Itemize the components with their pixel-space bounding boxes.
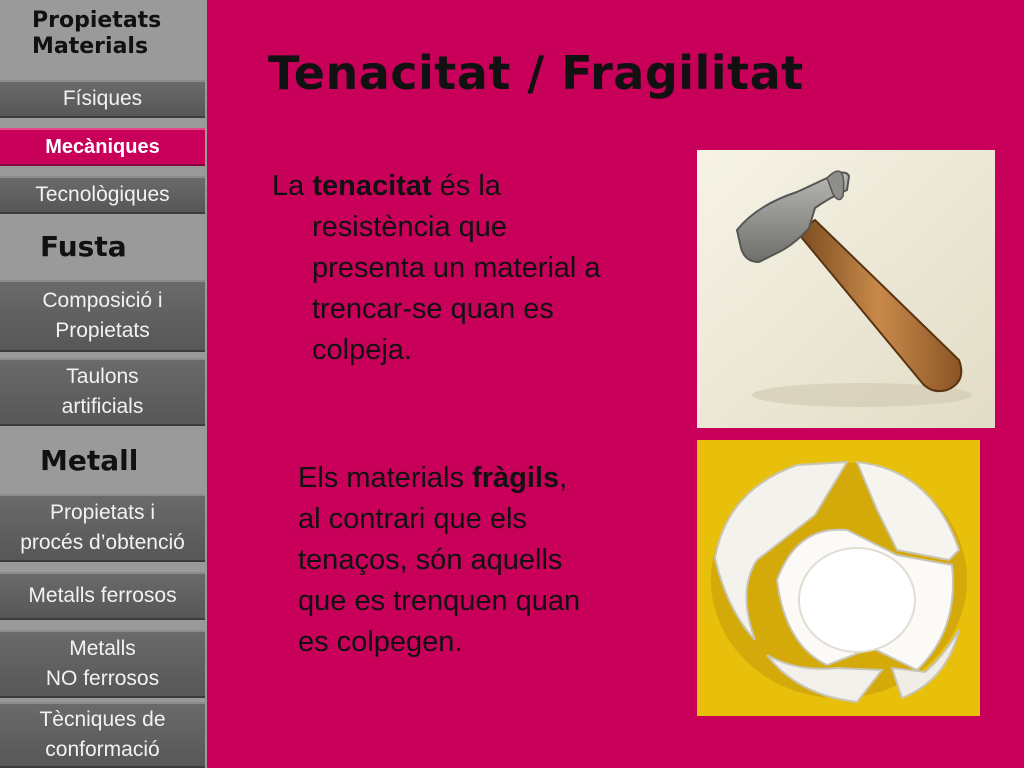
hammer-icon: [697, 150, 995, 428]
nav-taulons-label: Taulons artificials: [61, 365, 144, 418]
tenacitat-paragraph: [272, 166, 672, 371]
nav-metalls-ferrosos-label: Metalls ferrosos: [28, 584, 177, 607]
para1-after: és la: [431, 170, 501, 202]
broken-plate-icon: [697, 440, 980, 716]
nav-tecniques-conformacio[interactable]: [0, 702, 205, 768]
heading-metall: Metall: [40, 444, 139, 477]
nav-propietats-proces-label: Propietats i procés d’obtenció: [20, 501, 185, 554]
nav-mecaniques[interactable]: [0, 128, 205, 166]
page-title: Tenacitat / Fragilitat: [268, 46, 804, 100]
nav-tecnologiques-label: Tecnològiques: [35, 183, 170, 206]
broken-plate-image: [697, 440, 980, 716]
fragils-term: fràgils: [472, 462, 560, 494]
para2-prefix: Els materials: [298, 462, 473, 494]
nav-fisiques-label: Físiques: [62, 87, 143, 110]
nav-propietats-proces[interactable]: [0, 494, 205, 562]
hammer-image: [697, 150, 995, 428]
fragilitat-paragraph: [298, 458, 658, 663]
nav-fisiques[interactable]: [0, 80, 205, 118]
tenacitat-term: tenacitat: [312, 170, 432, 202]
heading-propietats-materials: Propietats Materials: [32, 8, 162, 59]
nav-metalls-ferrosos[interactable]: [0, 572, 205, 620]
heading-fusta: Fusta: [40, 230, 127, 263]
nav-mecaniques-label: Mecàniques: [45, 136, 160, 158]
sidebar-navigation: [0, 0, 207, 768]
para1-rest: resistència que presenta un material a trencar-se quan es colpeja.: [312, 211, 601, 366]
nav-metalls-no-ferrosos-label: Metalls NO ferrosos: [45, 637, 160, 690]
nav-taulons-artificials[interactable]: [0, 358, 205, 426]
nav-tecniques-label: Tècniques de conformació: [39, 708, 166, 761]
nav-composicio-propietats[interactable]: [0, 280, 205, 352]
nav-metalls-no-ferrosos[interactable]: [0, 630, 205, 698]
nav-composicio-label: Composició i Propietats: [42, 289, 163, 342]
nav-tecnologiques[interactable]: [0, 176, 205, 214]
para1-prefix: La: [272, 170, 313, 202]
para2-rest: , al contrari que els tenaços, són aquells que es trenquen quan es colpegen.: [298, 462, 581, 658]
